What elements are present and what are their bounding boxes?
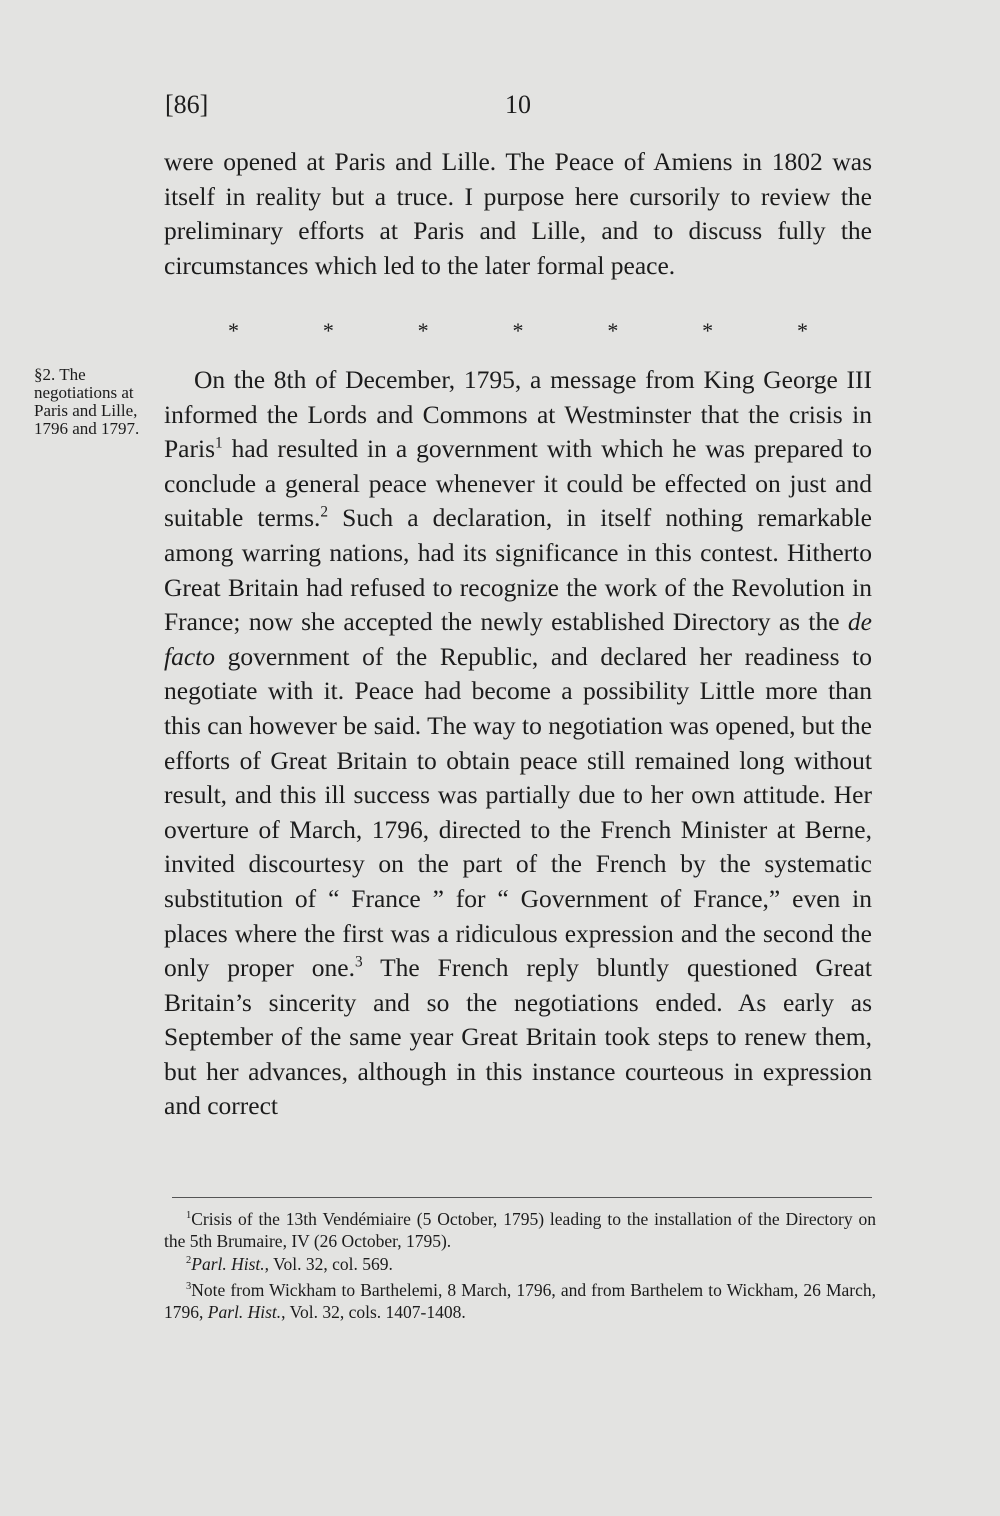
footnote-3-source: Parl. Hist. <box>207 1302 282 1322</box>
paragraph-1: were opened at Paris and Lille. The Peace of Amiens in 1802 was itself in reality but a truce. I purpose here cursorily to review the preliminary efforts at Paris and Lille, and to discuss fully the circumstances which led to the later formal peace. <box>164 147 872 280</box>
separator-star: * <box>702 318 714 343</box>
paragraph-2-text: had resulted in a government with which he was prepared to conclude a general peace whenever it could be effected on just and suitable terms. <box>164 434 872 533</box>
separator-star: * <box>607 318 619 343</box>
paragraph-2-text: On the 8th of December, 1795, a message from King George III informed the Lords and Commons at Westminster that the crisis in Paris <box>164 365 872 464</box>
paragraph-2-text: government of the Republic, and declared her readiness to negotiate with it. Peace had become a possibility Little more than this can however be said. The way to negotiation was opened, but the efforts of Great Britain to obtain peace still remained long without result, and this ill success was partially due to her own attitude. Her overture of March, 1796, directed to the French Minister at Berne, invited discourtesy on the part of the French by the systematic substitution of “ France ” for “ Government of France,” even in places where the first was a ridiculous expression and the second the only proper one. <box>164 641 872 983</box>
footnotes <box>164 1208 876 1323</box>
bracketed-page-number: [86] <box>165 90 209 119</box>
footnote-3-reference: 3 <box>354 953 363 971</box>
footnote-marker: 3 <box>186 1281 192 1293</box>
footnote-1 <box>164 1208 876 1252</box>
page-header <box>165 90 875 130</box>
footnote-1-text: Crisis of the 13th Vendémiaire (5 October, 1795) leading to the installation of the Directory on the 5th Brumaire, IV (26 October, 1795). <box>164 1209 876 1251</box>
separator-star: * <box>228 318 239 343</box>
footnote-marker: 2 <box>186 1255 192 1267</box>
separator-star: * <box>322 318 334 343</box>
footnote-marker: 1 <box>186 1210 192 1222</box>
footnote-2-text: , Vol. 32, col. 569. <box>264 1254 393 1274</box>
footnote-divider <box>172 1197 872 1198</box>
footnote-1-reference: 1 <box>215 434 223 452</box>
separator-star: * <box>512 318 524 343</box>
paragraph-2-text: The French reply bluntly questioned Great Britain’s sincerity and so the negotiations ended. As early as September of the same year Great Britain took steps to renew them, but her advances, although in this instance courteous in expression and correct <box>164 953 872 1121</box>
paragraph-2 <box>164 363 872 1124</box>
footnote-3-text: , Vol. 32, cols. 1407-1408. <box>281 1302 466 1322</box>
footnote-2 <box>164 1253 876 1275</box>
footnote-2-source: Parl. Hist. <box>191 1254 265 1274</box>
separator-star: * <box>796 318 808 343</box>
separator-star: * <box>417 318 429 343</box>
paragraph-2-text: Such a declaration, in itself nothing remarkable among warring nations, had its significance in this contest. Hitherto Great Britain had refused to recognize the work of the Revolution in France; now she accepted the newly established Directory as the <box>164 503 872 637</box>
italic-phrase: de facto <box>164 607 872 671</box>
section-separator <box>228 318 808 344</box>
footnote-3 <box>164 1279 876 1323</box>
page-number: 10 <box>505 90 531 119</box>
footnote-3-text: Note from Wickham to Barthelemi, 8 March, 1796, and from Barthelem to Wickham, 26 March, 1796, <box>164 1280 876 1322</box>
footnote-2-reference: 2 <box>320 503 329 521</box>
marginal-note: §2. The negotiations at Paris and Lille, 1796 and 1797. <box>34 365 140 438</box>
